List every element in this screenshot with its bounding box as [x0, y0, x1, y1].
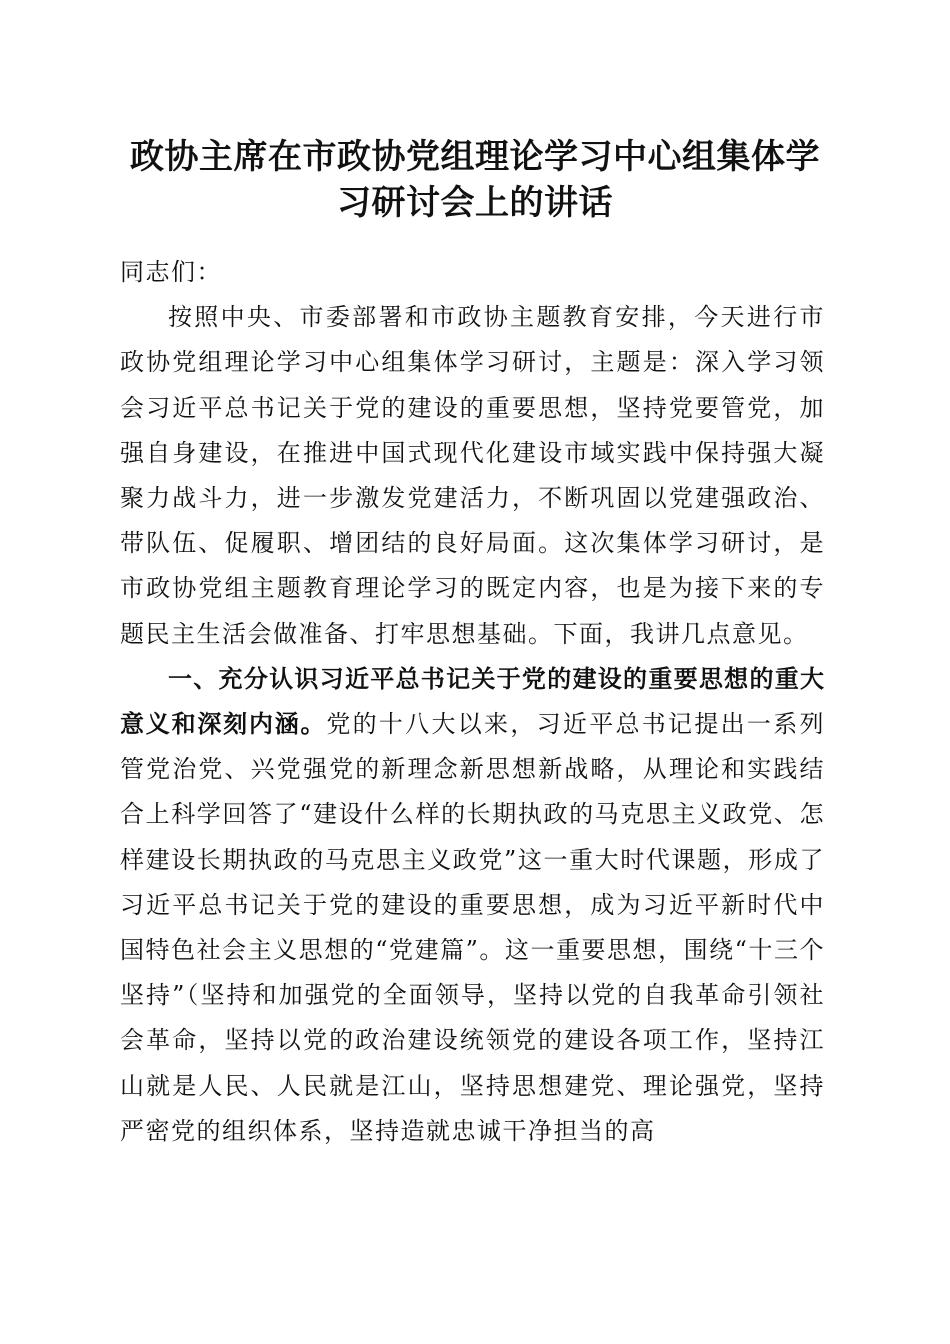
title-line-2: 习研讨会上的讲话 [337, 183, 613, 223]
salutation: 同志们： [120, 258, 222, 286]
document-body [120, 250, 825, 1154]
document-title [100, 134, 850, 226]
paragraph-intro: 按照中央、市委部署和市政协主题教育安排，今天进行市政协党组理论学习中心组集体学习研讨，主题是：深入学习领会习近平总书记关于党的建设的重要思想，坚持党要管党，加强自身建设，在推进中国式现代化建设市域实践中保持强大凝聚力战斗力，进一步激发党建活力，不断巩固以党建强政治、带队伍、促履职、增团结的良好局面。这次集体学习研讨，是市政协党组主题教育理论学习的既定内容，也是为接下来的专题民主生活会做准备、打牢思想基础。下面，我讲几点意见。 [120, 303, 825, 648]
paragraph-section-1 [120, 657, 825, 1154]
section-1-heading: 一、充分认识习近平总书记关于党的建设的重要思想的重大意义和深刻内涵。 [120, 664, 825, 739]
title-line-1: 政协主席在市政协党组理论学习中心组集体学 [130, 137, 820, 177]
section-1-body: 党的十八大以来，习近平总书记提出一系列管党治党、兴党强党的新理念新思想新战略，从理论和实践结合上科学回答了“建设什么样的长期执政的马克思主义政党、怎样建设长期执政的马克思主义政党”这一重大时代课题，形成了习近平总书记关于党的建设的重要思想，成为习近平新时代中国特色社会主义思想的“党建篇”。这一重要思想，围绕“十三个坚持”（坚持和加强党的全面领导，坚持以党的自我革命引领社会革命，坚持以党的政治建设统领党的建设各项工作，坚持江山就是人民、人民就是江山，坚持思想建党、理论强党，坚持严密党的组织体系，坚持造就忠诚干净担当的高 [120, 710, 826, 1145]
